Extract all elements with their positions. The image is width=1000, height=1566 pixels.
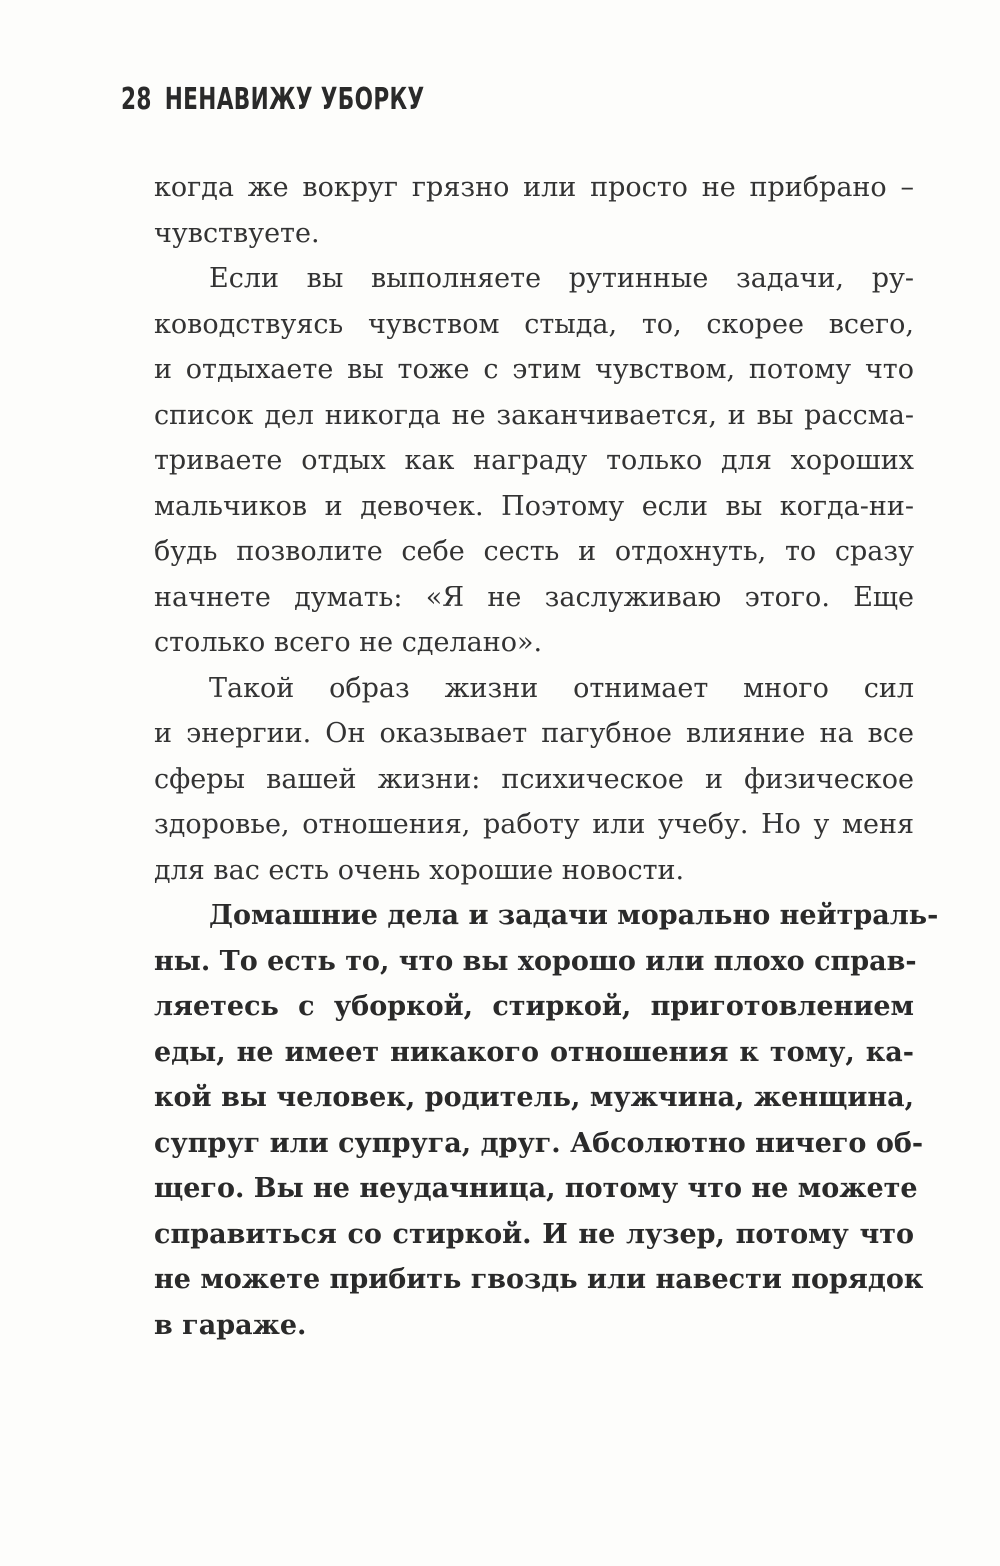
text-line: Такой образ жизни отнимает много сил bbox=[209, 672, 914, 704]
text-line: щего. Вы не неудачница, потому что не можете bbox=[154, 1173, 918, 1204]
body-text bbox=[154, 165, 939, 1348]
text-line: справиться со стиркой. И не лузер, потому что bbox=[154, 1218, 914, 1250]
paragraph-continuation bbox=[154, 165, 914, 256]
text-line: супруг или супруга, друг. Абсолютно ничего об- bbox=[154, 1127, 924, 1159]
text-line: и энергии. Он оказывает пагубное влияние на все bbox=[154, 718, 914, 749]
paragraph bbox=[154, 666, 914, 894]
text-line: начнете думать: «Я не заслуживаю этого. Еще bbox=[154, 581, 914, 613]
text-line: и отдыхаете вы тоже с этим чувством, потому что bbox=[154, 354, 914, 385]
text-line: когда же вокруг грязно или просто не прибрано – bbox=[154, 172, 914, 203]
text-line: в гараже. bbox=[154, 1309, 307, 1341]
text-line: кой вы человек, родитель, мужчина, женщина, bbox=[154, 1082, 914, 1113]
text-line: ляетесь с уборкой, стиркой, приготовлением bbox=[154, 991, 914, 1022]
text-line: еды, не имеет никакого отношения к тому, ка- bbox=[154, 1036, 914, 1068]
text-line: ны. То есть то, что вы хорошо или плохо справ- bbox=[154, 945, 917, 977]
paragraph bbox=[154, 256, 914, 666]
text-line: будь позволите себе сесть и отдохнуть, то сразу bbox=[154, 536, 914, 567]
book-title: НЕНАВИЖУ УБОРКУ bbox=[164, 82, 425, 117]
page-number: 28 bbox=[121, 82, 152, 117]
paragraph-bold bbox=[154, 893, 939, 1348]
text-line: здоровье, отношения, работу или учебу. Но у меня bbox=[154, 809, 914, 840]
running-head bbox=[121, 82, 425, 117]
text-line: сферы вашей жизни: психическое и физическое bbox=[154, 763, 914, 795]
text-line: для вас есть очень хорошие новости. bbox=[154, 854, 685, 886]
text-line: Если вы выполняете рутинные задачи, ру- bbox=[209, 263, 914, 294]
text-line: столько всего не сделано». bbox=[154, 627, 543, 658]
text-line: Домашние дела и задачи морально нейтраль- bbox=[209, 900, 939, 931]
text-line: триваете отдых как награду только для хороших bbox=[154, 445, 914, 476]
text-line: чувствуете. bbox=[154, 217, 320, 249]
text-line: не можете прибить гвоздь или навести порядок bbox=[154, 1264, 924, 1295]
text-line: ководствуясь чувством стыда, то, скорее всего, bbox=[154, 308, 914, 340]
text-line: список дел никогда не заканчивается, и вы рассма- bbox=[154, 399, 914, 431]
text-line: мальчиков и девочек. Поэтому если вы когда-ни- bbox=[154, 490, 914, 522]
